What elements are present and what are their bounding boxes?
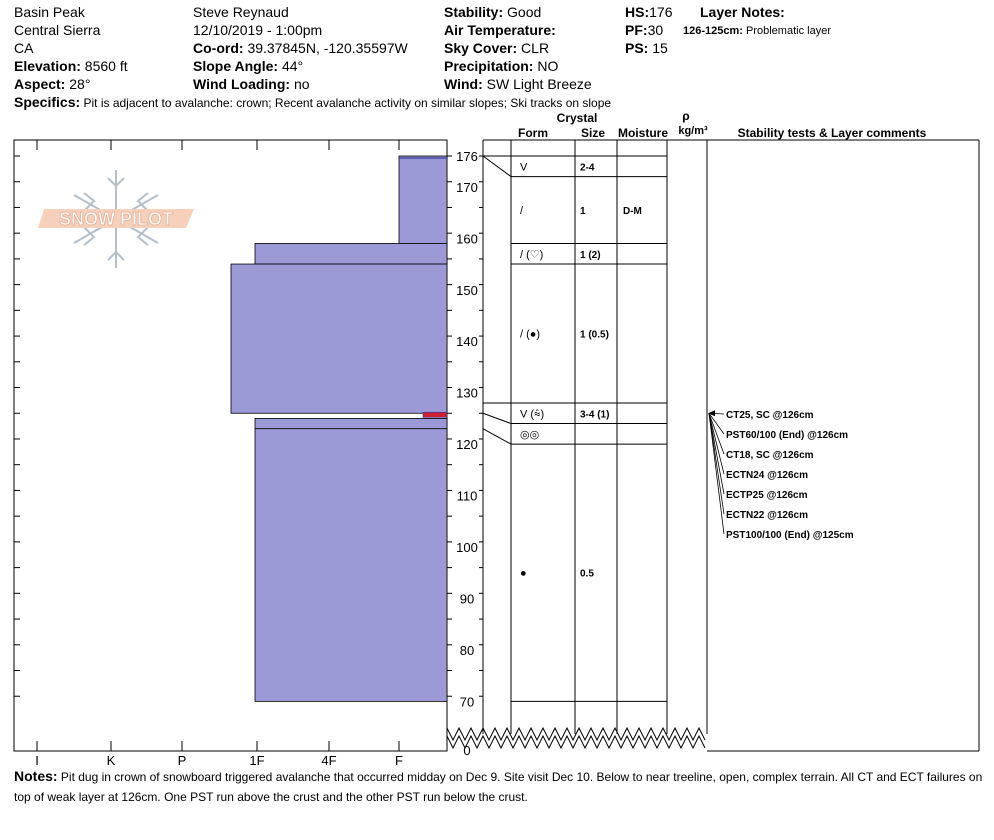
grain-connector-1 xyxy=(483,156,511,177)
stability-test-5: ECTN22 @126cm xyxy=(726,510,809,521)
hardness-label-K: K xyxy=(106,753,116,768)
stability-test-3: ECTN24 @126cm xyxy=(726,470,809,481)
grain-form-5: ◎◎ xyxy=(520,428,540,441)
form-header: Form xyxy=(518,126,548,140)
stability-test-6: PST100/100 (End) @125cm xyxy=(726,530,854,541)
wind-label: Wind: xyxy=(444,76,483,92)
observer-name: Steve Reynaud xyxy=(193,4,289,20)
hardness-label-F: F xyxy=(395,753,403,768)
coord-value: 39.37845N, -120.35597W xyxy=(247,40,408,56)
depth-label-120: 120 xyxy=(456,437,478,453)
depth-label-70: 70 xyxy=(459,694,475,710)
depth-label-0: 0 xyxy=(463,743,471,758)
pf-label: PF: xyxy=(625,22,648,38)
hardness-layer-1 xyxy=(255,243,447,264)
specifics-text: Pit is adjacent to avalanche: crown; Recent avalanche activity on similar slopes; Ski tracks on slope xyxy=(83,96,612,110)
hs-label: HS: xyxy=(625,4,650,20)
axis-break xyxy=(447,728,705,748)
specifics-label: Specifics: xyxy=(14,94,81,110)
hardness-label-4F: 4F xyxy=(321,753,337,768)
hardness-layer-2 xyxy=(231,264,447,413)
depth-label-160: 160 xyxy=(456,231,478,247)
elevation-value: 8560 ft xyxy=(84,58,128,74)
snowpilot-logo xyxy=(38,170,194,268)
hardness-layer-0 xyxy=(399,156,447,243)
grain-connector-4 xyxy=(483,429,511,444)
notes-section xyxy=(14,766,989,807)
hardness-layer-4 xyxy=(255,418,447,701)
precip-value: NO xyxy=(537,58,559,74)
stability-test-4: ECTP25 @126cm xyxy=(726,490,808,501)
hardness-label-P: P xyxy=(177,753,187,768)
grain-form-2: / (♡) xyxy=(520,248,544,261)
grain-form-0: V xyxy=(520,161,528,174)
grain-size-6: 0.5 xyxy=(580,568,594,580)
sky-value: CLR xyxy=(521,40,550,56)
grain-size-3: 1 (0.5) xyxy=(580,329,609,341)
logo-text: SNOW PILOT xyxy=(59,209,173,229)
coord-label: Co-ord: xyxy=(193,40,244,56)
depth-axis xyxy=(447,149,483,758)
hardness-crust-3 xyxy=(423,412,447,417)
depth-label-100: 100 xyxy=(456,540,478,556)
sky-label: Sky Cover: xyxy=(444,40,518,56)
stability-tests xyxy=(708,410,854,541)
grain-moisture-1: D-M xyxy=(623,206,642,218)
stability-value: Good xyxy=(507,4,542,20)
grain-form-6: ● xyxy=(520,567,527,580)
break-line-2 xyxy=(447,736,705,748)
crystal-header: Crystal xyxy=(556,111,598,125)
grain-form-1: / xyxy=(520,205,524,218)
hardness-bars xyxy=(231,156,447,701)
elevation-label: Elevation: xyxy=(14,58,81,74)
wind-loading-value: no xyxy=(293,76,310,92)
mountain-range: Central Sierra xyxy=(14,22,101,38)
stability-test-1: PST60/100 (End) @126cm xyxy=(726,430,849,441)
depth-label-80: 80 xyxy=(459,642,475,658)
layer-notes-label-text: Layer Notes: xyxy=(700,4,785,20)
grain-size-4: 3-4 (1) xyxy=(580,409,610,421)
depth-label-170: 170 xyxy=(456,179,478,195)
grain-form-4: V (⩯) xyxy=(520,408,545,421)
hs-value: 176 xyxy=(649,4,673,20)
aspect-label: Aspect: xyxy=(14,76,66,92)
stability-label: Stability: xyxy=(444,4,504,20)
stability-test-0: CT25, SC @126cm xyxy=(726,410,814,421)
depth-label-130: 130 xyxy=(456,385,478,401)
observation-datetime: 12/10/2019 - 1:00pm xyxy=(193,22,323,38)
density-unit-header: kg/m³ xyxy=(678,125,708,137)
depth-label-140: 140 xyxy=(456,334,478,350)
test-leader-4 xyxy=(709,413,724,494)
slope-value: 44° xyxy=(281,58,304,74)
slope-label: Slope Angle: xyxy=(193,58,279,74)
aspect-value: 28° xyxy=(69,76,91,92)
grain-size-2: 1 (2) xyxy=(580,249,601,261)
location-name: Basin Peak xyxy=(14,4,85,20)
layer-note-text: Problematic layer xyxy=(746,25,831,37)
moisture-header: Moisture xyxy=(617,126,669,140)
notes-label: Notes: xyxy=(14,768,58,784)
depth-label-110: 110 xyxy=(456,488,478,504)
precip-label: Precipitation: xyxy=(444,58,534,74)
depth-label-90: 90 xyxy=(459,591,475,607)
ps-label: PS: xyxy=(625,40,649,56)
depth-label-150: 150 xyxy=(456,282,478,298)
hardness-label-I: I xyxy=(35,753,39,768)
depth-label-176: 176 xyxy=(456,149,478,164)
layer-note-range: 126-125cm: xyxy=(683,25,743,37)
wind-loading-label: Wind Loading: xyxy=(193,76,291,92)
grain-table xyxy=(483,140,979,751)
grain-size-0: 2-4 xyxy=(580,162,595,174)
state: CA xyxy=(14,40,34,56)
size-header: Size xyxy=(580,126,606,140)
pf-value: 30 xyxy=(647,22,664,38)
ps-value: 15 xyxy=(652,40,668,56)
stability-test-2: CT18, SC @126cm xyxy=(726,450,814,461)
rho-header: ρ xyxy=(682,109,690,123)
break-line-1 xyxy=(447,728,705,740)
stability-header: Stability tests & Layer comments xyxy=(737,126,927,140)
grain-size-1: 1 xyxy=(580,206,586,218)
notes-text: Pit dug in crown of snowboard triggered avalanche that occurred midday on Dec 9. Site visit Dec 10. Below to near treeline, open, complex terrain. All CT and ECT failures on top of weak layer at 126cm. One PST run above the crust and the other PST run below the crust. xyxy=(14,770,983,804)
wind-value: SW Light Breeze xyxy=(486,76,592,92)
grain-connector-3 xyxy=(483,413,511,423)
hardness-label-1F: 1F xyxy=(249,753,265,768)
air-temp-label: Air Temperature: xyxy=(444,22,556,38)
grain-form-3: / (●) xyxy=(520,328,541,341)
